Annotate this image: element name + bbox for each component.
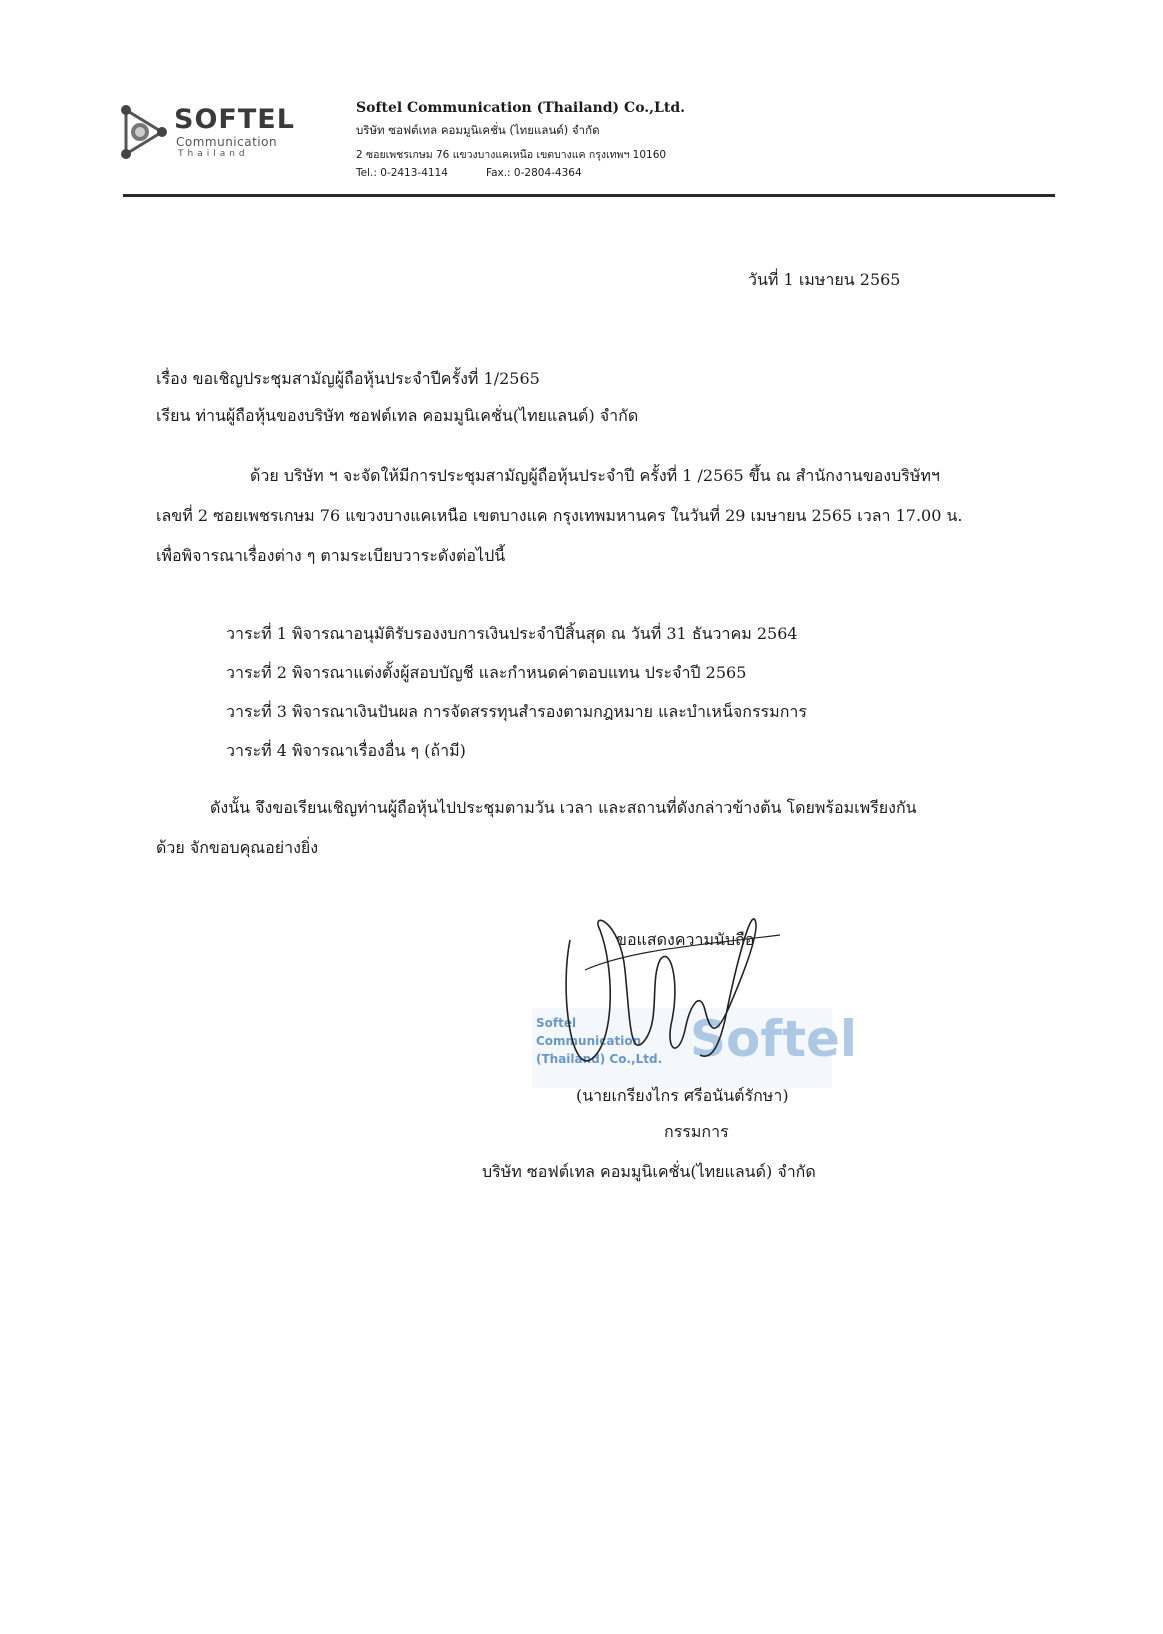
letter-date: วันที่ 1 เมษายน 2565 <box>748 270 901 289</box>
body-paragraph-line: เลขที่ 2 ซอยเพชรเกษม 76 แขวงบางแคเหนือ เขตบางแค กรุงเทพมหานคร ในวันที่ 29 เมษายน 2565 เวลา 17.00 น. <box>156 506 963 525</box>
logo-mark-icon <box>116 104 172 166</box>
company-tel: Tel.: 0-2413-4114 <box>356 167 448 179</box>
letter-recipient: เรียน ท่านผู้ถือหุ้นของบริษัท ซอฟต์เทล คอมมูนิเคชั่น(ไทยแลนด์) จำกัด <box>156 406 639 425</box>
closing-paragraph-line: ด้วย จักขอบคุณอย่างยิ่ง <box>156 838 319 857</box>
signer-company: บริษัท ซอฟต์เทล คอมมูนิเคชั่น(ไทยแลนด์) จำกัด <box>482 1162 816 1181</box>
agenda-item: วาระที่ 1 พิจารณาอนุมัติรับรองงบการเงินประจำปีสิ้นสุด ณ วันที่ 31 ธันวาคม 2564 <box>226 624 798 643</box>
logo-subtitle-country: Thailand <box>178 149 249 159</box>
company-logo <box>116 104 316 166</box>
agenda-item: วาระที่ 4 พิจารณาเรื่องอื่น ๆ (ถ้ามี) <box>226 741 466 760</box>
logo-wordmark: SOFTEL <box>174 104 295 135</box>
company-name-en: Softel Communication (Thailand) Co.,Ltd. <box>356 100 686 116</box>
header-divider <box>123 194 1055 197</box>
complimentary-close: ขอแสดงความนับถือ <box>616 930 755 949</box>
signer-name: (นายเกรียงไกร ศรีอนันต์รักษา) <box>576 1086 789 1105</box>
signer-title: กรรมการ <box>664 1122 729 1141</box>
stamp-wordmark: Softel <box>690 1010 858 1068</box>
body-paragraph-line: ด้วย บริษัท ฯ จะจัดให้มีการประชุมสามัญผู้ถือหุ้นประจำปี ครั้งที่ 1 /2565 ขึ้น ณ สำนักงานของบริษัทฯ <box>250 466 940 485</box>
body-paragraph-line: เพื่อพิจารณาเรื่องต่าง ๆ ตามระเบียบวาระดังต่อไปนี้ <box>156 546 506 565</box>
agenda-item: วาระที่ 3 พิจารณาเงินปันผล การจัดสรรทุนสำรองตามกฎหมาย และบำเหน็จกรรมการ <box>226 702 807 721</box>
company-name-th: บริษัท ซอฟต์เทล คอมมูนิเคชั่น (ไทยแลนด์) จำกัด <box>356 123 600 137</box>
handwritten-signature <box>560 910 810 1090</box>
company-fax: Fax.: 0-2804-4364 <box>486 167 582 179</box>
agenda-item: วาระที่ 2 พิจารณาแต่งตั้งผู้สอบบัญชี และกำหนดค่าตอบแทน ประจำปี 2565 <box>226 663 747 682</box>
company-address: 2 ซอยเพชรเกษม 76 แขวงบางแคเหนือ เขตบางแค กรุงเทพฯ 10160 <box>356 149 667 161</box>
closing-paragraph-line: ดังนั้น จึงขอเรียนเชิญท่านผู้ถือหุ้นไปประชุมตามวัน เวลา และสถานที่ดังกล่าวข้างต้น โดยพร้อมเพรียงกัน <box>210 798 917 817</box>
stamp-text: Softel Communication (Thailand) Co.,Ltd. <box>536 1016 663 1066</box>
letter-subject: เรื่อง ขอเชิญประชุมสามัญผู้ถือหุ้นประจำปีครั้งที่ 1/2565 <box>156 369 540 388</box>
logo-subtitle: Communication <box>176 135 278 149</box>
